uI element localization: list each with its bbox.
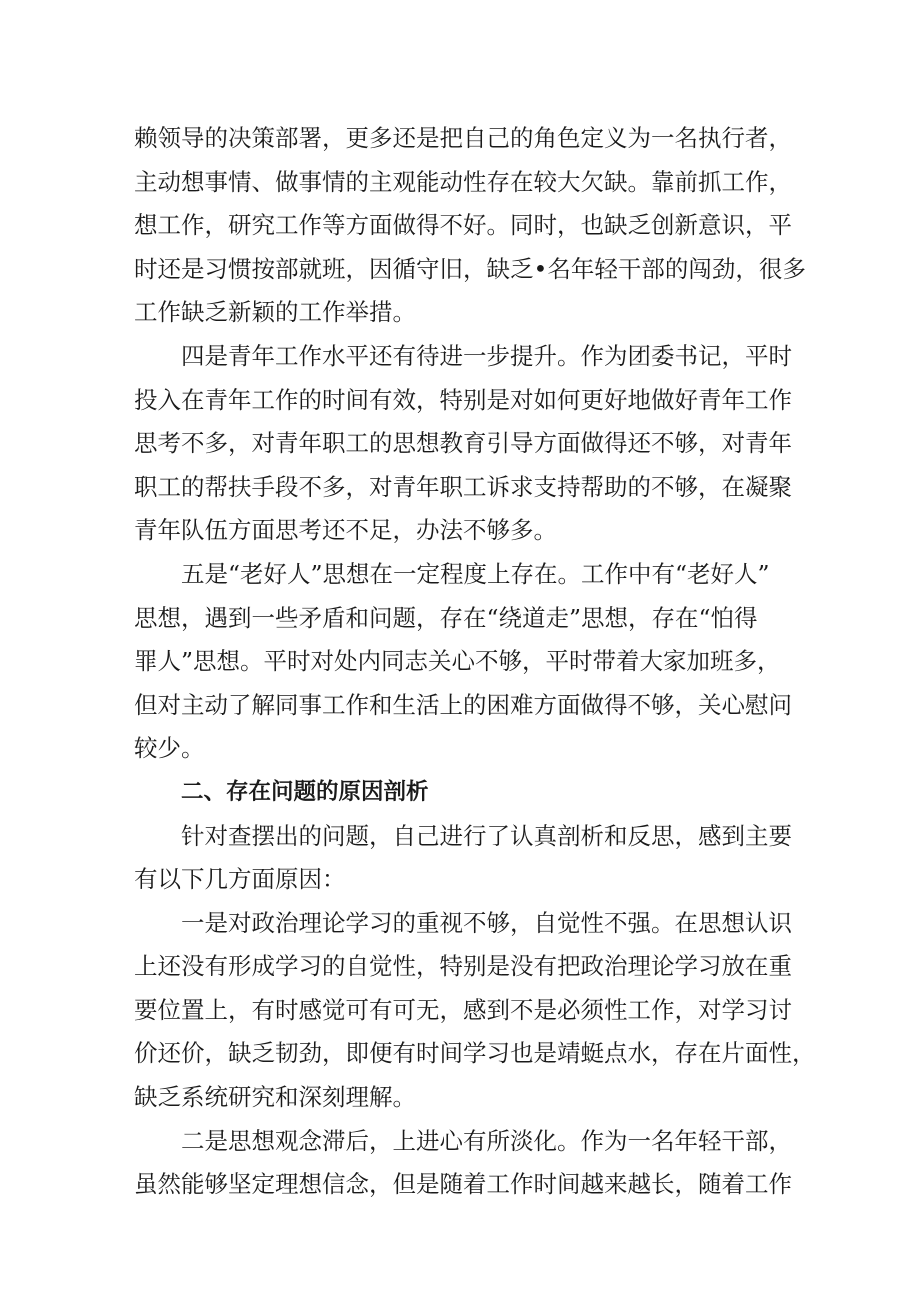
paragraph-line: 有以下几方面原因： — [134, 865, 346, 894]
paragraph-line: 针对查摆出的问题，自己进行了认真剖析和反思，感到主要 — [181, 821, 792, 850]
paragraph-line: 赖领导的决策部署，更多还是把自己的角色定义为一名执行者， — [134, 124, 792, 152]
paragraph-line: 较少。 — [134, 734, 205, 763]
paragraph-line: 一是对政治理论学习的重视不够，自觉性不强。在思想认识 — [181, 908, 792, 937]
paragraph-line: 罪人”思想。平时对处内同志关心不够，平时带着大家加班多， — [134, 647, 781, 676]
paragraph-line: 价还价，缺乏韧劲，即便有时间学习也是靖蜓点水，存在片面性， — [134, 1039, 816, 1068]
paragraph-line: 青年队伍方面思考还不足，办法不够多。 — [134, 516, 557, 545]
paragraph-line: 时还是习惯按部就班，因循守旧，缺乏•名年轻干部的闯劲，很多 — [134, 254, 806, 283]
paragraph-line: 但对主动了解同事工作和生活上的困难方面做得不够，关心慰问 — [134, 690, 792, 719]
paragraph-line: 思想，遇到一些矛盾和问题，存在“绕道走”思想，存在“怕得 — [134, 603, 758, 632]
paragraph-line: 思考不多，对青年职工的思想教育引导方面做得还不够，对青年 — [134, 429, 792, 458]
paragraph-line: 工作缺乏新颖的工作举措。 — [134, 298, 416, 327]
paragraph-line: 缺乏系统研究和深刻理解。 — [134, 1083, 416, 1112]
paragraph-line: 主动想事情、做事情的主观能动性存在较大欠缺。靠前抓工作， — [134, 167, 792, 196]
section-heading: 二、存在问题的原因剖析 — [181, 778, 429, 805]
paragraph-line: 五是“老好人”思想在一定程度上存在。工作中有“老好人” — [181, 559, 770, 588]
paragraph-line: 想工作，研究工作等方面做得不好。同时，也缺乏创新意识，平 — [134, 211, 792, 240]
paragraph-line: 职工的帮扶手段不多，对青年职工诉求支持帮助的不够，在凝聚 — [134, 472, 792, 501]
paragraph-line: 二是思想观念滞后，上进心有所淡化。作为一名年轻干部， — [181, 1126, 792, 1155]
paragraph-line: 投入在青年工作的时间有效，特别是对如何更好地做好青年工作 — [134, 385, 792, 414]
paragraph-line: 虽然能够坚定理想信念，但是随着工作时间越来越长，随着工作 — [134, 1170, 792, 1199]
paragraph-line: 上还没有形成学习的自觉性，特别是没有把政治理论学习放在重 — [134, 952, 792, 981]
paragraph-line: 四是青年工作水平还有待进一步提升。作为团委书记，平时 — [181, 341, 792, 370]
document-body — [134, 117, 816, 1207]
paragraph-line: 要位置上，有时感觉可有可无，感到不是必须性工作，对学习讨 — [134, 995, 792, 1024]
